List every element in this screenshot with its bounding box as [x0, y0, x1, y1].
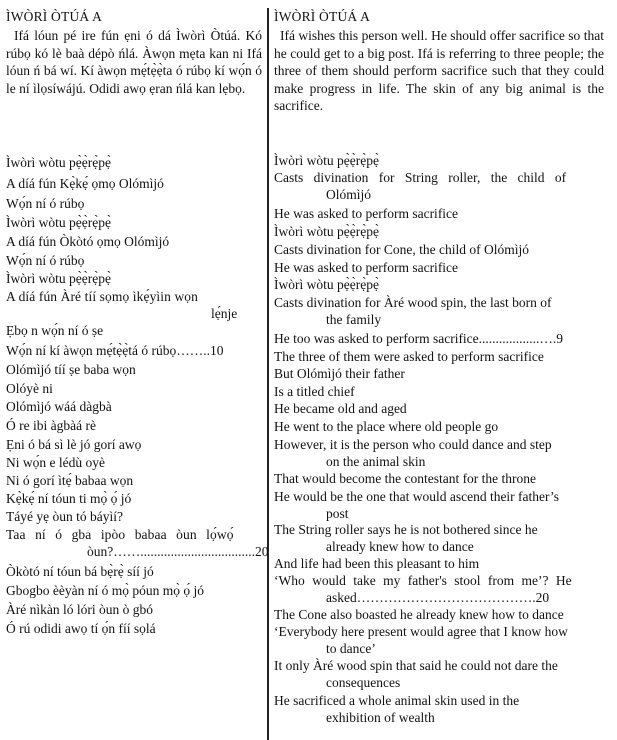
english-verse-line — [274, 169, 608, 203]
yoruba-verse-line: Olómìjó tíí ṣe baba wọn — [6, 362, 136, 377]
english-verse-line — [274, 657, 608, 691]
english-verse-line: Casts divination for Cone, the child of Olómìjó — [274, 242, 529, 257]
yoruba-verse-line: Wọ́n ní kí àwọn mẹ́tẹ̀ẹ̀tá ó rúbọ……..10 — [6, 343, 224, 358]
verse-continuation: on the animal skin — [326, 454, 426, 469]
english-verse-line — [274, 436, 608, 470]
yoruba-verse-line: Ìwòrì wòtu pẹ̀ẹ̀rẹ̀pẹ̀ — [6, 215, 111, 230]
yoruba-verse-line: Ni ó gorí ìtẹ́ babaa wọn — [6, 473, 134, 488]
english-verse-line: He went to the place where old people go — [274, 419, 499, 434]
yoruba-verse-line: Ó rú odidi awọ tí ọ́n fíí sọlá — [6, 621, 156, 636]
verse-continuation: lẹ́nje — [211, 306, 238, 321]
english-verse-line: Ìwòrì wòtu pẹ̀ẹ̀rẹ̀pẹ̀ — [274, 224, 379, 239]
english-verse-line — [274, 623, 608, 657]
yoruba-intro: Ifá lóun pé ire fún ẹni ó dá Ìwòrì Òtúá. Kó rúbọ kó lè baà dépò ńlá. Àwọn mẹta kan ni Ifá lóun ń bá wí. Kí àwọn mẹ́tẹ̀ẹ̀ta ó rúbọ kí wọ́n ó le ní ìlọsíwájú. Odidi awọ ẹran ńlá kan lẹbọ. — [6, 28, 262, 96]
yoruba-verse-line: Olóyè ni — [6, 381, 53, 396]
english-verse-line — [274, 488, 608, 522]
yoruba-verse-line: Ìwòrì wòtu pẹ̀ẹ̀rẹ̀pẹ̀ — [6, 271, 111, 286]
verse-text: ‘Everybody here present would agree that I know how — [274, 624, 568, 639]
verse-text: However, it is the person who could dance and step — [274, 437, 552, 452]
yoruba-verse-line: Gbogbo èèyàn ní ó mọ̀ póun mọ̀ ọ́ jó — [6, 583, 204, 598]
verse-text: The String roller says he is not bothered since he — [274, 522, 538, 537]
english-verse-line — [274, 294, 608, 328]
verse-text: Casts divination for String roller, the child of — [274, 170, 567, 185]
english-verse-line: Is a titled chief — [274, 384, 355, 399]
yoruba-verse-line: Ìwòrì wòtu pẹ̀ẹ̀rẹ̀pẹ̀ — [6, 155, 111, 170]
column-divider — [267, 8, 269, 740]
english-verse-line: He too was asked to perform sacrifice..................….9 — [274, 331, 564, 346]
yoruba-verse-line: Wọ́n ní ó rúbọ — [6, 253, 85, 268]
english-verse-line: The Cone also boasted he already knew how to dance — [274, 607, 564, 622]
verse-continuation: post — [326, 506, 349, 521]
verse-continuation: Olómìjó — [326, 187, 372, 202]
english-verse-line — [274, 521, 608, 555]
yoruba-verse-line: Táyé yẹ òun tó báyìí? — [6, 509, 123, 524]
english-verse-line: And life had been this pleasant to him — [274, 556, 480, 571]
verse-continuation: already knew how to dance — [326, 539, 474, 554]
yoruba-verse-line: Ẹbọ n wọ́n ní ó ṣe — [6, 323, 104, 338]
yoruba-verse-line: Kẹ̀kẹ́ ní tóun ti mọ̀ ọ́ jó — [6, 491, 132, 506]
yoruba-verse-line: Olómìjó wáá dàgbà — [6, 399, 112, 414]
english-verse-line — [274, 692, 608, 726]
yoruba-verse-line: Wọ́n ní ó rúbọ — [6, 196, 85, 211]
verse-continuation: òun?……..................................20 — [87, 544, 269, 559]
verse-continuation: asked………………………………….20 — [326, 590, 550, 605]
yoruba-verse-line — [6, 288, 262, 322]
yoruba-verse-line: Àré nìkàn ló lóri òun ò gbó — [6, 602, 153, 617]
yoruba-verse-line: Ni wọ́n e lédù oyè — [6, 455, 105, 470]
verse-continuation: exhibition of wealth — [326, 710, 435, 725]
english-verse-line — [274, 572, 608, 606]
verse-text: He would be the one that would ascend their father’s — [274, 489, 560, 504]
english-verse-line: He became old and aged — [274, 401, 407, 416]
verse-text: It only Àré wood spin that said he could not dare the — [274, 658, 558, 673]
english-verse-line: Ìwòrì wòtu pẹ̀ẹ̀rẹ̀pẹ̀ — [274, 153, 379, 168]
yoruba-verse-line — [6, 526, 269, 560]
english-verse-line: But Olómìjó their father — [274, 366, 405, 381]
yoruba-verse-line: Òkòtó ní tóun bá bẹ̀rẹ̀ síí jó — [6, 564, 154, 579]
verse-continuation: the family — [326, 312, 382, 327]
yoruba-verse-line: Ó re ibi àgbàá rè — [6, 418, 96, 433]
yoruba-verse-line: Ẹni ó bá sì lè jó gorí awọ — [6, 437, 142, 452]
yoruba-verse-line: A díá fún Òkòtó ọmọ Olómìjó — [6, 234, 170, 249]
verse-continuation: to dance’ — [326, 641, 376, 656]
english-title: ÌWÒRÌ ÒTÚÁ A — [274, 9, 371, 24]
verse-text: Taa ní ó gba ipòo babaa òun lọ́wọ́ — [6, 527, 234, 542]
verse-text: He sacrificed a whole animal skin used in the — [274, 693, 520, 708]
yoruba-verse-line: A díá fún Kẹ̀kẹ́ ọmọ Olómìjó — [6, 176, 164, 191]
english-verse-line: He was asked to perform sacrifice — [274, 206, 459, 221]
english-verse-line: That would become the contestant for the throne — [274, 471, 537, 486]
english-intro: Ifá wishes this person well. He should offer sacrifice so that he could get to a big post. Ifá is referring to three people; the three of them should perform sacrifice such that they could make progress in life. The skin of any big animal is the sacrifice. — [274, 28, 604, 114]
verse-text: Casts divination for Àré wood spin, the last born of — [274, 295, 552, 310]
verse-text: A díá fún Àré tíí sọmọ ìkẹ́yìin wọn — [6, 289, 199, 304]
yoruba-title: ÌWÒRÌ ÒTÚÁ A — [6, 9, 103, 24]
english-verse-line: He was asked to perform sacrifice — [274, 260, 459, 275]
verse-continuation: consequences — [326, 675, 401, 690]
verse-text: ‘Who would take my father's stool from me’? He — [274, 573, 572, 588]
english-verse-line: The three of them were asked to perform sacrifice — [274, 349, 544, 364]
english-verse-line: Ìwòrì wòtu pẹ̀ẹ̀rẹ̀pẹ̀ — [274, 277, 379, 292]
